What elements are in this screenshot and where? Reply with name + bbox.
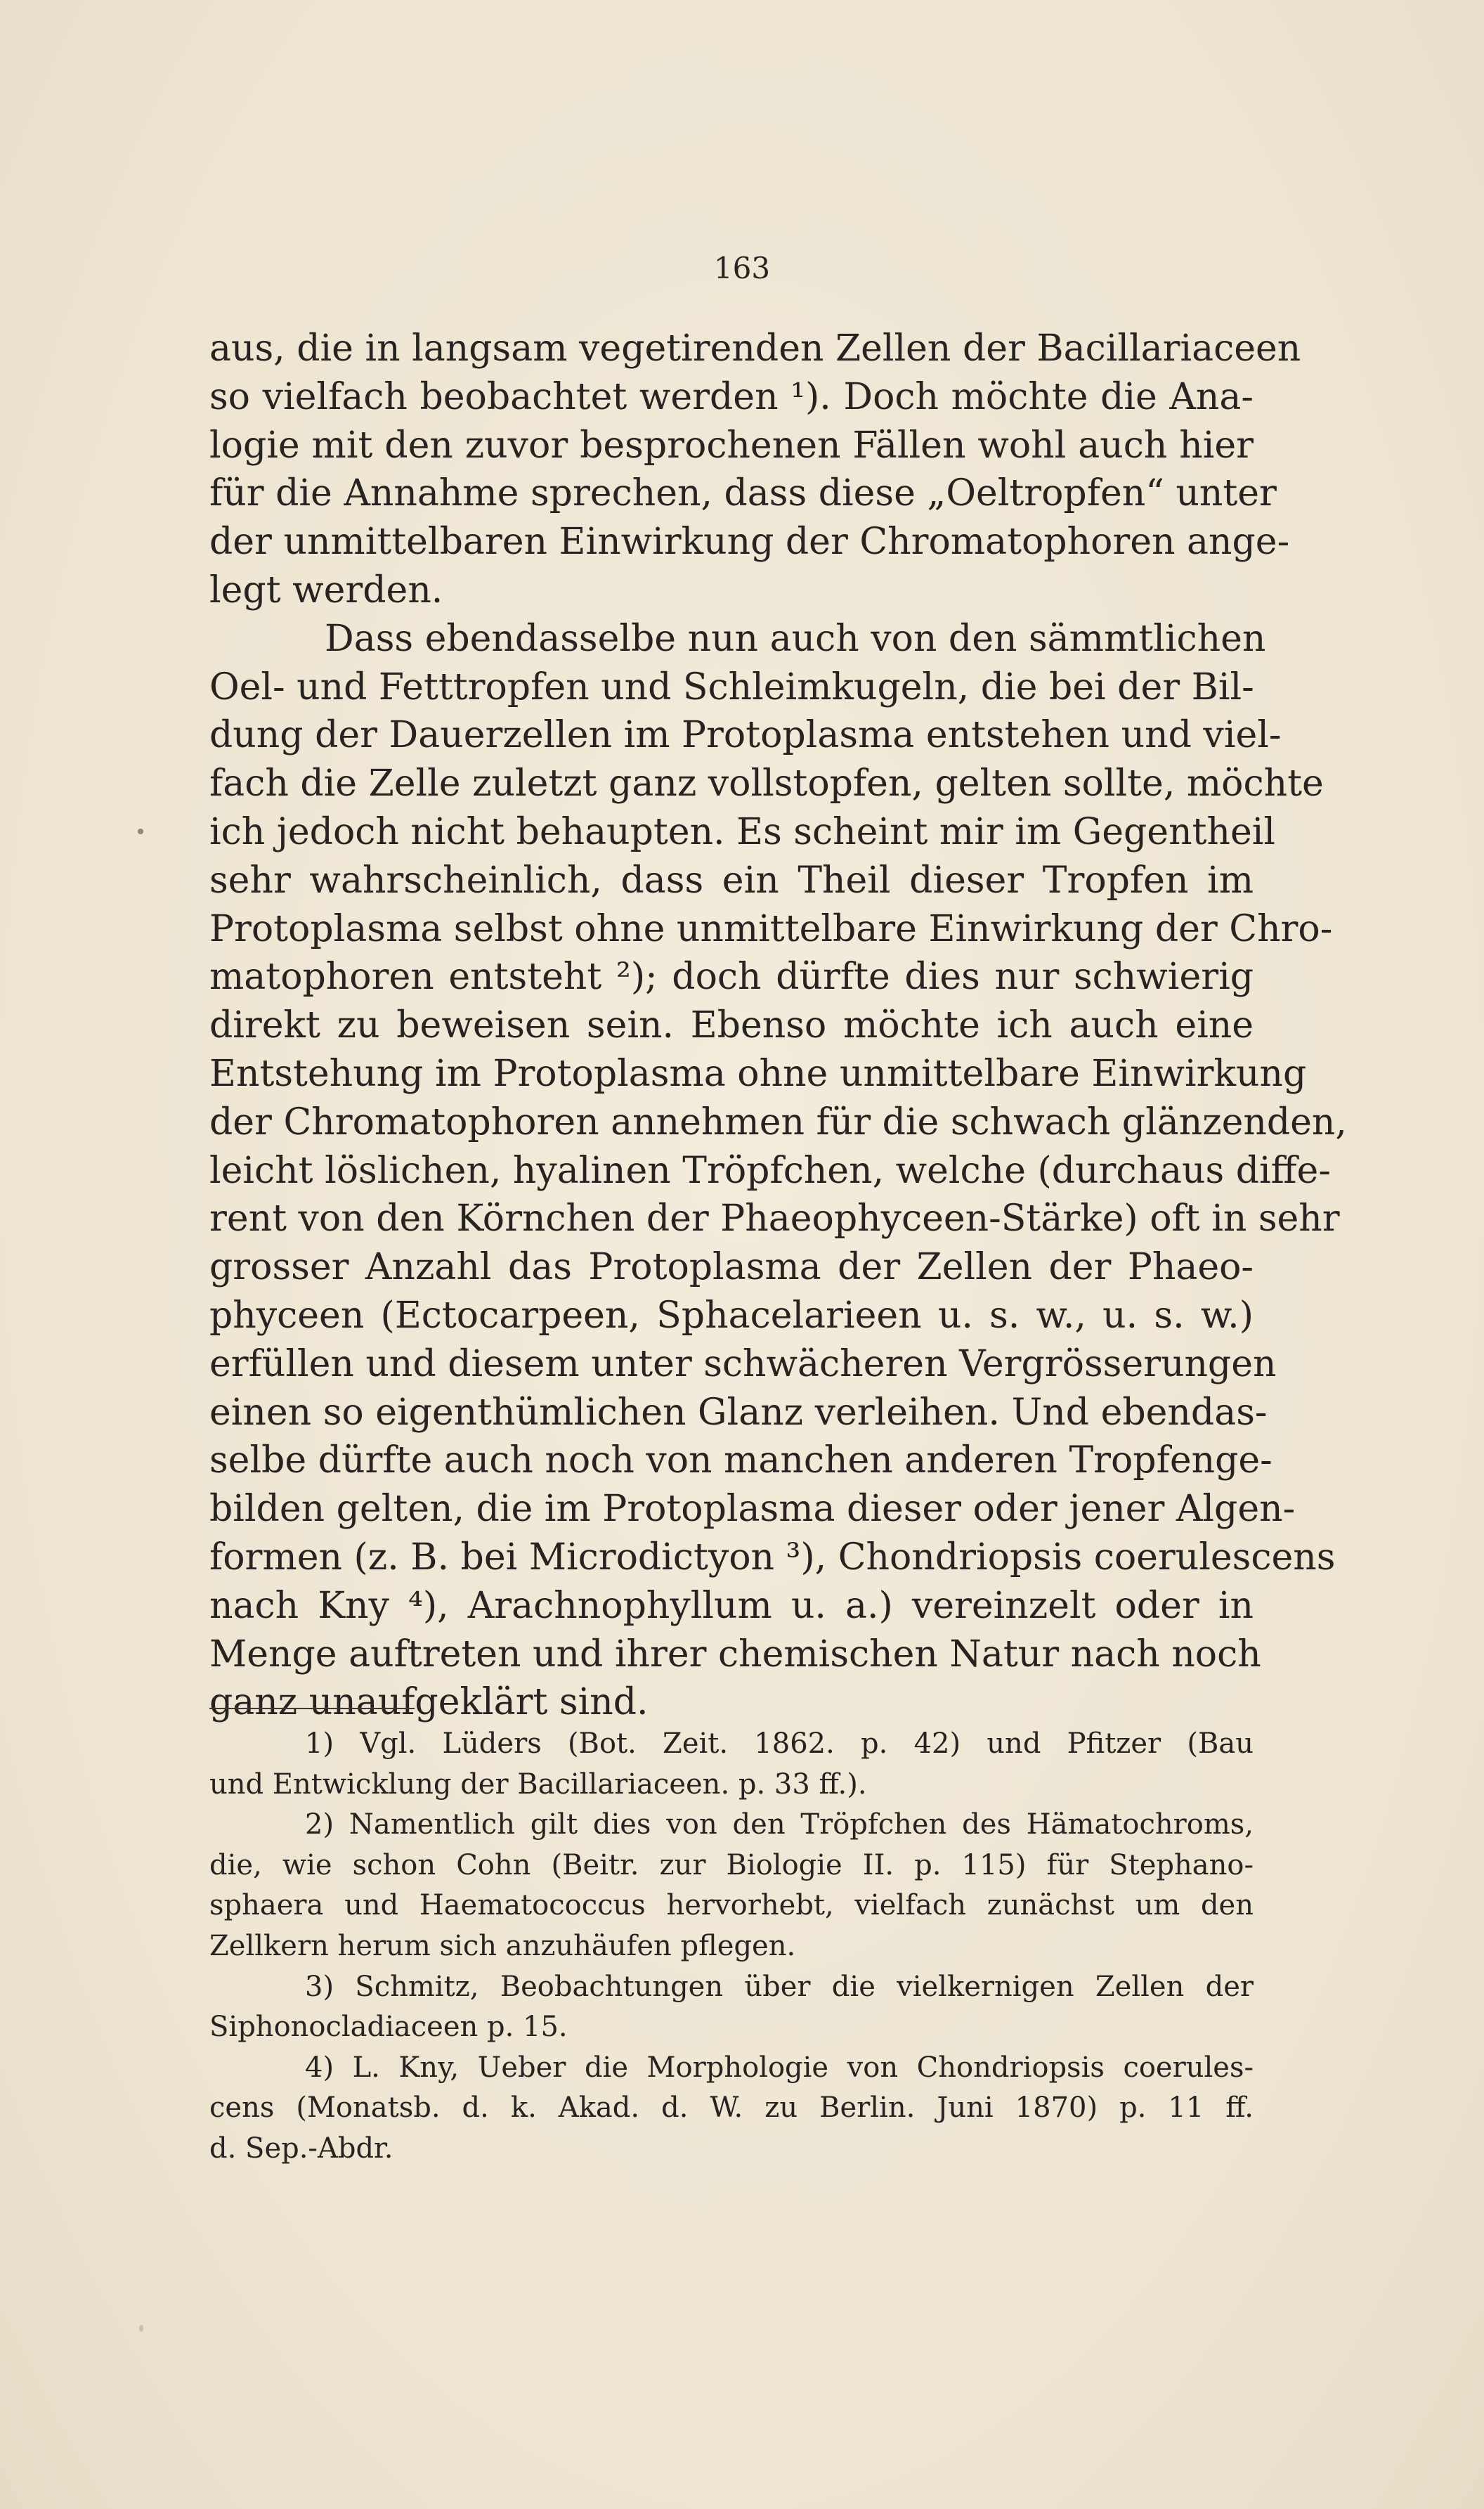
paper-speck [138, 829, 143, 834]
footnote-line: d. Sep.-Abdr. [209, 2132, 393, 2165]
footnote-line: Siphonocladiaceen p. 15. [209, 2011, 568, 2044]
text-line: logie mit den zuvor besprochenen Fällen wohl auch hier [209, 424, 1254, 467]
footnote-line: Zellkern herum sich anzuhäufen pflegen. [209, 1929, 796, 1962]
footnote-line: 3) Schmitz, Beobachtungen über die vielkernigen Zellen der [305, 1970, 1254, 2003]
text-line: der Chromatophoren annehmen für die schwach glänzenden, [209, 1101, 1347, 1143]
text-line: direkt zu beweisen sein. Ebenso möchte ich auch eine [209, 1004, 1254, 1047]
text-line: rent von den Körnchen der Phaeophyceen-Stärke) oft in sehr [209, 1198, 1340, 1240]
text-line: ich jedoch nicht behaupten. Es scheint mir im Gegentheil [209, 810, 1275, 853]
footnote-line: 2) Namentlich gilt dies von den Tröpfchen des Hämatochroms, [305, 1808, 1254, 1841]
footnote-line: die, wie schon Cohn (Beitr. zur Biologie II. p. 115) für Stephano- [209, 1848, 1254, 1881]
text-line: leicht löslichen, hyalinen Tröpfchen, welche (durchaus diffe- [209, 1149, 1331, 1192]
text-line: dung der Dauerzellen im Protoplasma entstehen und viel- [209, 714, 1282, 757]
text-line: der unmittelbaren Einwirkung der Chromatophoren ange- [209, 521, 1290, 564]
paper-speck [139, 2325, 143, 2332]
footnote-line: und Entwicklung der Bacillariaceen. p. 33 ff.). [209, 1768, 867, 1801]
footnote-line: 1) Vgl. Lüders (Bot. Zeit. 1862. p. 42) und Pfitzer (Bau [305, 1727, 1254, 1760]
text-line: formen (z. B. bei Microdictyon ³), Chondriopsis coerulescens [209, 1536, 1336, 1578]
footnote-line: sphaera und Haematococcus hervorhebt, vielfach zunächst um den [209, 1889, 1254, 1922]
text-line: Menge auftreten und ihrer chemischen Natur nach noch [209, 1633, 1261, 1675]
text-line: phyceen (Ectocarpeen, Sphacelarieen u. s. w., u. s. w.) [209, 1294, 1254, 1337]
text-line: Dass ebendasselbe nun auch von den sämmtlichen [325, 617, 1266, 660]
footnotes [209, 1724, 1254, 2170]
footnote-line: cens (Monatsb. d. k. Akad. d. W. zu Berlin. Juni 1870) p. 11 ff. [209, 2092, 1254, 2125]
footnote-divider [209, 1708, 415, 1709]
text-line: matophoren entsteht ²); doch dürfte dies nur schwierig [209, 956, 1254, 999]
text-line: aus, die in langsam vegetirenden Zellen der Bacillariaceen [209, 328, 1301, 370]
text-line: ganz unaufgeklärt sind. [209, 1681, 649, 1724]
text-line: Entstehung im Protoplasma ohne unmittelbare Einwirkung [209, 1052, 1307, 1095]
text-line: Protoplasma selbst ohne unmittelbare Einwirkung der Chro- [209, 907, 1333, 950]
text-line: für die Annahme sprechen, dass diese „Oeltropfen“ unter [209, 472, 1277, 515]
text-line: bilden gelten, die im Protoplasma dieser oder jener Algen- [209, 1488, 1296, 1531]
text-line: sehr wahrscheinlich, dass ein Theil dieser Tropfen im [209, 859, 1254, 902]
main-text [209, 325, 1347, 1727]
footnote-line: 4) L. Kny, Ueber die Morphologie von Chondriopsis coerules- [305, 2051, 1254, 2084]
text-line: fach die Zelle zuletzt ganz vollstopfen, gelten sollte, möchte [209, 763, 1324, 805]
text-line: erfüllen und diesem unter schwächeren Vergrösserungen [209, 1342, 1277, 1385]
text-line: so vielfach beobachtet werden ¹). Doch möchte die Ana- [209, 375, 1254, 418]
text-line: legt werden. [209, 569, 443, 611]
text-line: selbe dürfte auch noch von manchen anderen Tropfenge- [209, 1439, 1273, 1482]
text-line: nach Kny ⁴), Arachnophyllum u. a.) vereinzelt oder in [209, 1584, 1254, 1627]
text-line: grosser Anzahl das Protoplasma der Zellen der Phaeo- [209, 1246, 1254, 1289]
text-line: Oel- und Fetttropfen und Schleimkugeln, die bei der Bil- [209, 666, 1254, 708]
page-number: 163 [713, 251, 771, 285]
text-line: einen so eigenthümlichen Glanz verleihen. Und ebendas- [209, 1391, 1268, 1434]
